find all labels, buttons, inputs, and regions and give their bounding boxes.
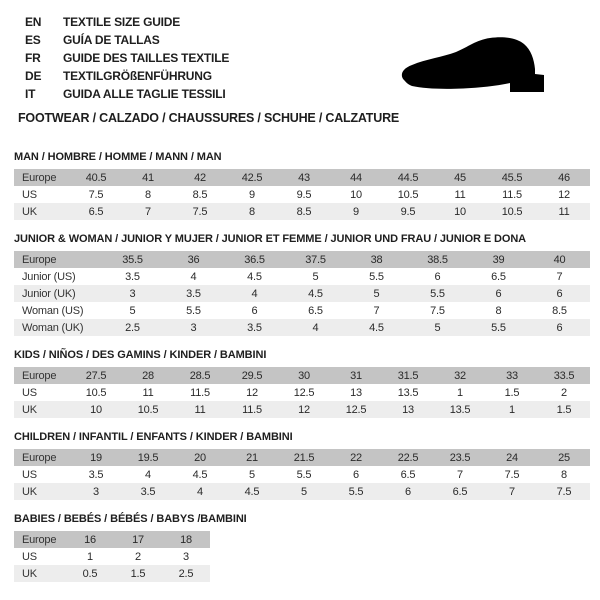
size-value-cell: 9.5 [278, 186, 330, 203]
size-section [14, 349, 600, 418]
size-value-cell: 10.5 [382, 186, 434, 203]
size-value-cell: 43 [278, 169, 330, 186]
size-value-cell: 11.5 [486, 186, 538, 203]
size-value-cell: 6 [382, 483, 434, 500]
size-row [14, 302, 590, 319]
language-code: IT [25, 87, 36, 101]
size-value-cell: 7.5 [407, 302, 468, 319]
size-value-cell: 13.5 [382, 384, 434, 401]
size-value-cell: 10.5 [486, 203, 538, 220]
row-label-cell: US [14, 384, 70, 401]
size-row [14, 186, 590, 203]
section-title: KIDS / NIÑOS / DES GAMINS / KINDER / BAMBINI [14, 349, 267, 361]
size-value-cell: 8.5 [174, 186, 226, 203]
row-label-cell: Europe [14, 169, 70, 186]
size-value-cell: 7 [529, 268, 590, 285]
size-value-cell: 5.5 [407, 285, 468, 302]
size-value-cell: 46 [538, 169, 590, 186]
size-value-cell: 5 [285, 268, 346, 285]
size-value-cell: 6 [330, 466, 382, 483]
size-table [14, 251, 590, 336]
size-value-cell: 2 [114, 548, 162, 565]
size-value-cell: 4.5 [226, 483, 278, 500]
row-label-cell: US [14, 548, 66, 565]
size-value-cell: 6.5 [468, 268, 529, 285]
size-value-cell: 30 [278, 367, 330, 384]
row-label-cell: Woman (US) [14, 302, 102, 319]
size-value-cell: 6 [407, 268, 468, 285]
size-value-cell: 1.5 [486, 384, 538, 401]
row-label-cell: Europe [14, 531, 66, 548]
size-value-cell: 5.5 [163, 302, 224, 319]
size-value-cell: 36.5 [224, 251, 285, 268]
size-value-cell: 5 [346, 285, 407, 302]
size-value-cell: 3.5 [102, 268, 163, 285]
size-value-cell: 31 [330, 367, 382, 384]
size-value-cell: 12 [226, 384, 278, 401]
row-label-cell: Europe [14, 449, 70, 466]
size-value-cell: 5.5 [278, 466, 330, 483]
size-value-cell: 7 [434, 466, 486, 483]
europe-size-row [14, 449, 590, 466]
size-value-cell: 10.5 [70, 384, 122, 401]
size-value-cell: 13.5 [434, 401, 486, 418]
size-value-cell: 6 [529, 285, 590, 302]
size-value-cell: 11.5 [174, 384, 226, 401]
size-value-cell: 31.5 [382, 367, 434, 384]
size-value-cell: 33.5 [538, 367, 590, 384]
size-value-cell: 39 [468, 251, 529, 268]
size-value-cell: 5.5 [468, 319, 529, 336]
row-label-cell: Woman (UK) [14, 319, 102, 336]
size-value-cell: 6.5 [70, 203, 122, 220]
size-value-cell: 11 [434, 186, 486, 203]
size-value-cell: 3 [102, 285, 163, 302]
header [0, 0, 600, 127]
size-value-cell: 10 [70, 401, 122, 418]
size-row [14, 466, 590, 483]
size-value-cell: 38 [346, 251, 407, 268]
size-value-cell: 10.5 [122, 401, 174, 418]
size-value-cell: 5 [407, 319, 468, 336]
size-value-cell: 7 [486, 483, 538, 500]
size-value-cell: 19 [70, 449, 122, 466]
size-section [14, 233, 600, 336]
row-label-cell: UK [14, 401, 70, 418]
size-value-cell: 20 [174, 449, 226, 466]
size-value-cell: 5.5 [346, 268, 407, 285]
size-value-cell: 8 [122, 186, 174, 203]
size-value-cell: 35.5 [102, 251, 163, 268]
size-row [14, 285, 590, 302]
europe-size-row [14, 531, 210, 548]
size-value-cell: 8 [468, 302, 529, 319]
size-value-cell: 7.5 [174, 203, 226, 220]
size-value-cell: 7.5 [70, 186, 122, 203]
size-value-cell: 42 [174, 169, 226, 186]
language-title: GUIDA ALLE TAGLIE TESSILI [63, 87, 226, 101]
section-title: MAN / HOMBRE / HOMME / MANN / MAN [14, 151, 222, 163]
size-value-cell: 12.5 [278, 384, 330, 401]
size-value-cell: 6 [468, 285, 529, 302]
size-section [14, 431, 600, 500]
size-value-cell: 13 [330, 384, 382, 401]
size-row [14, 268, 590, 285]
size-table [14, 449, 590, 500]
size-value-cell: 2.5 [162, 565, 210, 582]
size-value-cell: 37.5 [285, 251, 346, 268]
size-value-cell: 5 [102, 302, 163, 319]
row-label-cell: Europe [14, 251, 102, 268]
size-value-cell: 5 [226, 466, 278, 483]
size-value-cell: 3.5 [224, 319, 285, 336]
size-value-cell: 8 [538, 466, 590, 483]
size-section [14, 151, 600, 220]
row-label-cell: UK [14, 483, 70, 500]
size-value-cell: 2.5 [102, 319, 163, 336]
size-value-cell: 11.5 [226, 401, 278, 418]
size-value-cell: 27.5 [70, 367, 122, 384]
size-value-cell: 7.5 [486, 466, 538, 483]
size-value-cell: 12.5 [330, 401, 382, 418]
size-value-cell: 11 [174, 401, 226, 418]
size-value-cell: 9.5 [382, 203, 434, 220]
europe-size-row [14, 367, 590, 384]
europe-size-row [14, 251, 590, 268]
size-value-cell: 44.5 [382, 169, 434, 186]
size-row [14, 203, 590, 220]
size-value-cell: 40.5 [70, 169, 122, 186]
size-value-cell: 22.5 [382, 449, 434, 466]
size-value-cell: 19.5 [122, 449, 174, 466]
size-row [14, 401, 590, 418]
row-label-cell: US [14, 186, 70, 203]
row-label-cell: Junior (UK) [14, 285, 102, 302]
size-value-cell: 7 [346, 302, 407, 319]
size-value-cell: 2 [538, 384, 590, 401]
size-value-cell: 0.5 [66, 565, 114, 582]
size-value-cell: 3.5 [163, 285, 224, 302]
size-value-cell: 3 [162, 548, 210, 565]
size-table [14, 531, 210, 582]
size-value-cell: 22 [330, 449, 382, 466]
language-title: TEXTILGRÖßENFÜHRUNG [63, 69, 212, 83]
size-value-cell: 1 [434, 384, 486, 401]
size-value-cell: 4 [122, 466, 174, 483]
size-value-cell: 4.5 [224, 268, 285, 285]
size-value-cell: 8.5 [529, 302, 590, 319]
row-label-cell: Europe [14, 367, 70, 384]
size-value-cell: 12 [538, 186, 590, 203]
size-value-cell: 41 [122, 169, 174, 186]
size-value-cell: 21.5 [278, 449, 330, 466]
size-value-cell: 1.5 [538, 401, 590, 418]
size-value-cell: 7.5 [538, 483, 590, 500]
size-value-cell: 44 [330, 169, 382, 186]
language-code: FR [25, 51, 41, 65]
size-value-cell: 29.5 [226, 367, 278, 384]
size-value-cell: 11 [122, 384, 174, 401]
language-title: GUÍA DE TALLAS [63, 33, 160, 47]
size-value-cell: 6.5 [382, 466, 434, 483]
section-title: BABIES / BEBÉS / BÉBÉS / BABYS /BAMBINI [14, 513, 247, 525]
size-row [14, 565, 210, 582]
size-value-cell: 28 [122, 367, 174, 384]
size-value-cell: 8 [226, 203, 278, 220]
size-value-cell: 4 [224, 285, 285, 302]
section-title: JUNIOR & WOMAN / JUNIOR Y MUJER / JUNIOR ET FEMME / JUNIOR UND FRAU / JUNIOR E DONA [14, 233, 527, 245]
size-value-cell: 21 [226, 449, 278, 466]
size-value-cell: 6 [529, 319, 590, 336]
size-value-cell: 18 [162, 531, 210, 548]
row-label-cell: UK [14, 565, 66, 582]
size-value-cell: 40 [529, 251, 590, 268]
size-value-cell: 3.5 [122, 483, 174, 500]
category-line: FOOTWEAR / CALZADO / CHAUSSURES / SCHUHE / CALZATURE [18, 111, 400, 125]
size-value-cell: 45.5 [486, 169, 538, 186]
size-value-cell: 9 [226, 186, 278, 203]
size-value-cell: 1 [66, 548, 114, 565]
size-value-cell: 6.5 [434, 483, 486, 500]
size-table [14, 169, 590, 220]
language-code: DE [25, 69, 42, 83]
size-value-cell: 1 [486, 401, 538, 418]
size-value-cell: 32 [434, 367, 486, 384]
size-row [14, 384, 590, 401]
size-value-cell: 8.5 [278, 203, 330, 220]
size-value-cell: 3 [163, 319, 224, 336]
size-value-cell: 9 [330, 203, 382, 220]
size-row [14, 319, 590, 336]
size-value-cell: 6 [224, 302, 285, 319]
language-code: EN [25, 15, 42, 29]
row-label-cell: US [14, 466, 70, 483]
size-value-cell: 36 [163, 251, 224, 268]
size-value-cell: 45 [434, 169, 486, 186]
size-value-cell: 4 [163, 268, 224, 285]
dress-shoe-icon [398, 36, 578, 96]
size-value-cell: 17 [114, 531, 162, 548]
size-value-cell: 28.5 [174, 367, 226, 384]
size-value-cell: 5.5 [330, 483, 382, 500]
size-value-cell: 42.5 [226, 169, 278, 186]
size-value-cell: 24 [486, 449, 538, 466]
size-value-cell: 38.5 [407, 251, 468, 268]
language-row [18, 13, 600, 31]
language-code: ES [25, 33, 41, 47]
size-row [14, 548, 210, 565]
size-value-cell: 11 [538, 203, 590, 220]
size-value-cell: 25 [538, 449, 590, 466]
size-value-cell: 4 [285, 319, 346, 336]
size-value-cell: 4 [174, 483, 226, 500]
language-title: TEXTILE SIZE GUIDE [63, 15, 181, 29]
size-value-cell: 4.5 [174, 466, 226, 483]
size-value-cell: 10 [330, 186, 382, 203]
size-value-cell: 33 [486, 367, 538, 384]
size-value-cell: 23.5 [434, 449, 486, 466]
size-value-cell: 3 [70, 483, 122, 500]
size-row [14, 483, 590, 500]
row-label-cell: UK [14, 203, 70, 220]
section-title: CHILDREN / INFANTIL / ENFANTS / KINDER / BAMBINI [14, 431, 293, 443]
size-value-cell: 1.5 [114, 565, 162, 582]
row-label-cell: Junior (US) [14, 268, 102, 285]
size-value-cell: 4.5 [346, 319, 407, 336]
size-value-cell: 3.5 [70, 466, 122, 483]
size-value-cell: 16 [66, 531, 114, 548]
europe-size-row [14, 169, 590, 186]
size-value-cell: 12 [278, 401, 330, 418]
size-value-cell: 4.5 [285, 285, 346, 302]
size-section [14, 513, 600, 582]
size-tables [14, 151, 600, 582]
size-value-cell: 5 [278, 483, 330, 500]
size-value-cell: 6.5 [285, 302, 346, 319]
size-value-cell: 10 [434, 203, 486, 220]
size-value-cell: 13 [382, 401, 434, 418]
language-title: GUIDE DES TAILLES TEXTILE [63, 51, 230, 65]
size-value-cell: 7 [122, 203, 174, 220]
size-table [14, 367, 590, 418]
